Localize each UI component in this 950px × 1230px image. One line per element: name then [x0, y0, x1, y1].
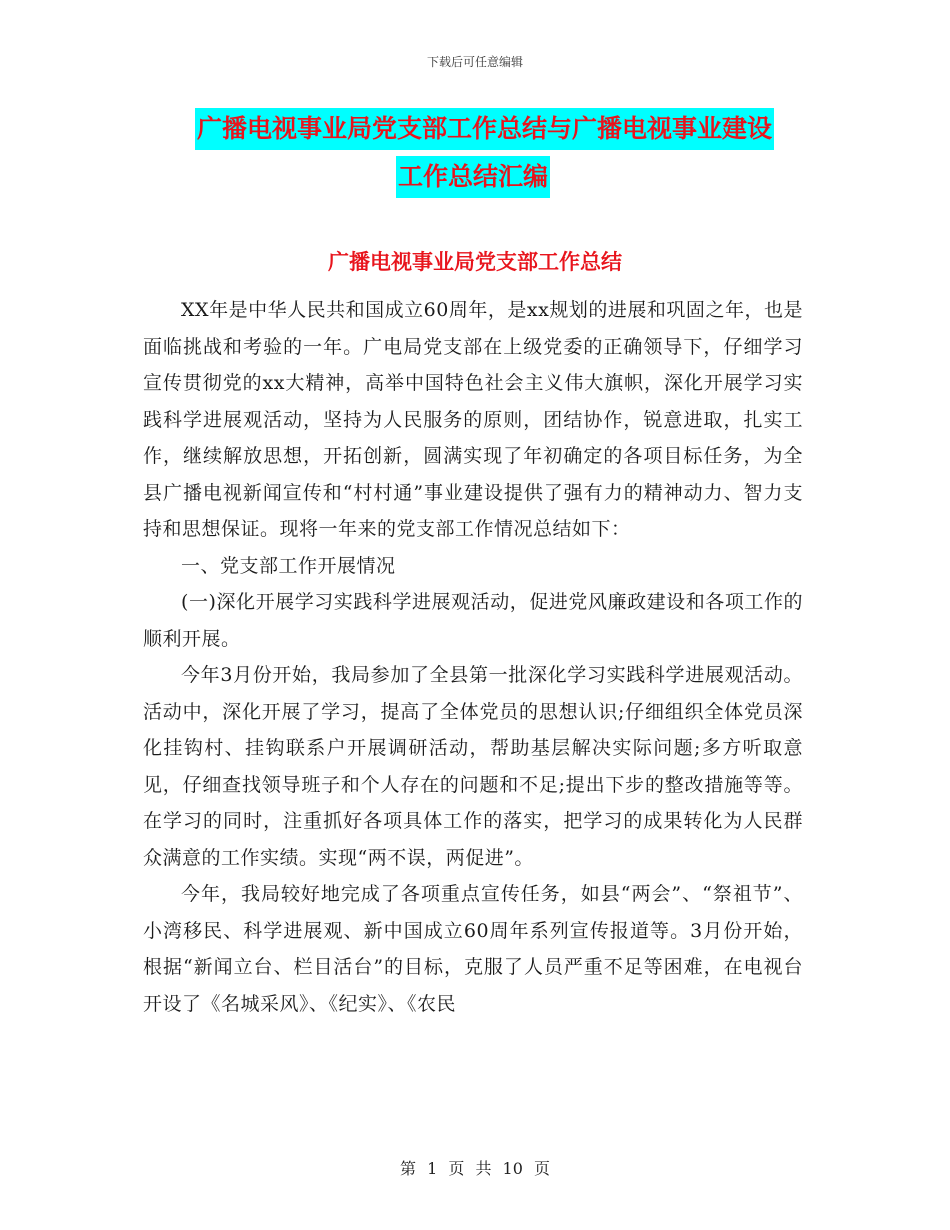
paragraph: 一、党支部工作开展情况 — [181, 554, 396, 577]
paragraph: XX年是中华人民共和国成立60周年，是xx规划的进展和巩固之年，也是面临挑战和考验的一年。广电局党支部在上级党委的正确领导下，仔细学习宣传贯彻党的xx大精神，高举中国特色社会主义伟大旗帜，深化开展学习实践科学进展观活动，坚持为人民服务的原则，团结协作，锐意进取，扎实工作，继续解放思想，开拓创新，圆满实现了年初确定的各项目标任务，为全县广播电视新闻宣传和“村村通”事业建设提供了强有力的精神动力、智力支持和思想保证。现将一年来的党支部工作情况总结如下： — [143, 299, 803, 540]
paragraph: (一)深化开展学习实践科学进展观活动，促进党风廉政建设和各项工作的顺利开展。 — [143, 591, 803, 650]
title-line-1: 广播电视事业局党支部工作总结与广播电视事业建设 — [195, 108, 774, 150]
body-text — [143, 292, 803, 1022]
paragraph: 今年3月份开始，我局参加了全县第一批深化学习实践科学进展观活动。活动中，深化开展了学习，提高了全体党员的思想认识;仔细组织全体党员深化挂钩村、挂钩联系户开展调研活动，帮助基层解决实际问题;多方听取意见，仔细查找领导班子和个人存在的问题和不足;提出下步的整改措施等等。在学习的同时，注重抓好各项具体工作的落实，把学习的成果转化为人民群众满意的工作实绩。实现“两不误，两促进”。 — [143, 664, 803, 869]
section-title: 广播电视事业局党支部工作总结 — [328, 250, 622, 274]
page-footer: 第 1 页 共 10 页 — [400, 1159, 550, 1178]
paragraph: 今年，我局较好地完成了各项重点宣传任务，如县“两会”、“祭祖节”、小湾移民、科学进展观、新中国成立60周年系列宣传报道等。3月份开始，根据“新闻立台、栏目活台”的目标，克服了人员严重不足等困难，在电视台开设了《名城采风》、《纪实》、《农民 — [143, 883, 803, 1015]
title-line-2: 工作总结汇编 — [396, 156, 550, 198]
header-note: 下载后可任意编辑 — [426, 55, 523, 69]
